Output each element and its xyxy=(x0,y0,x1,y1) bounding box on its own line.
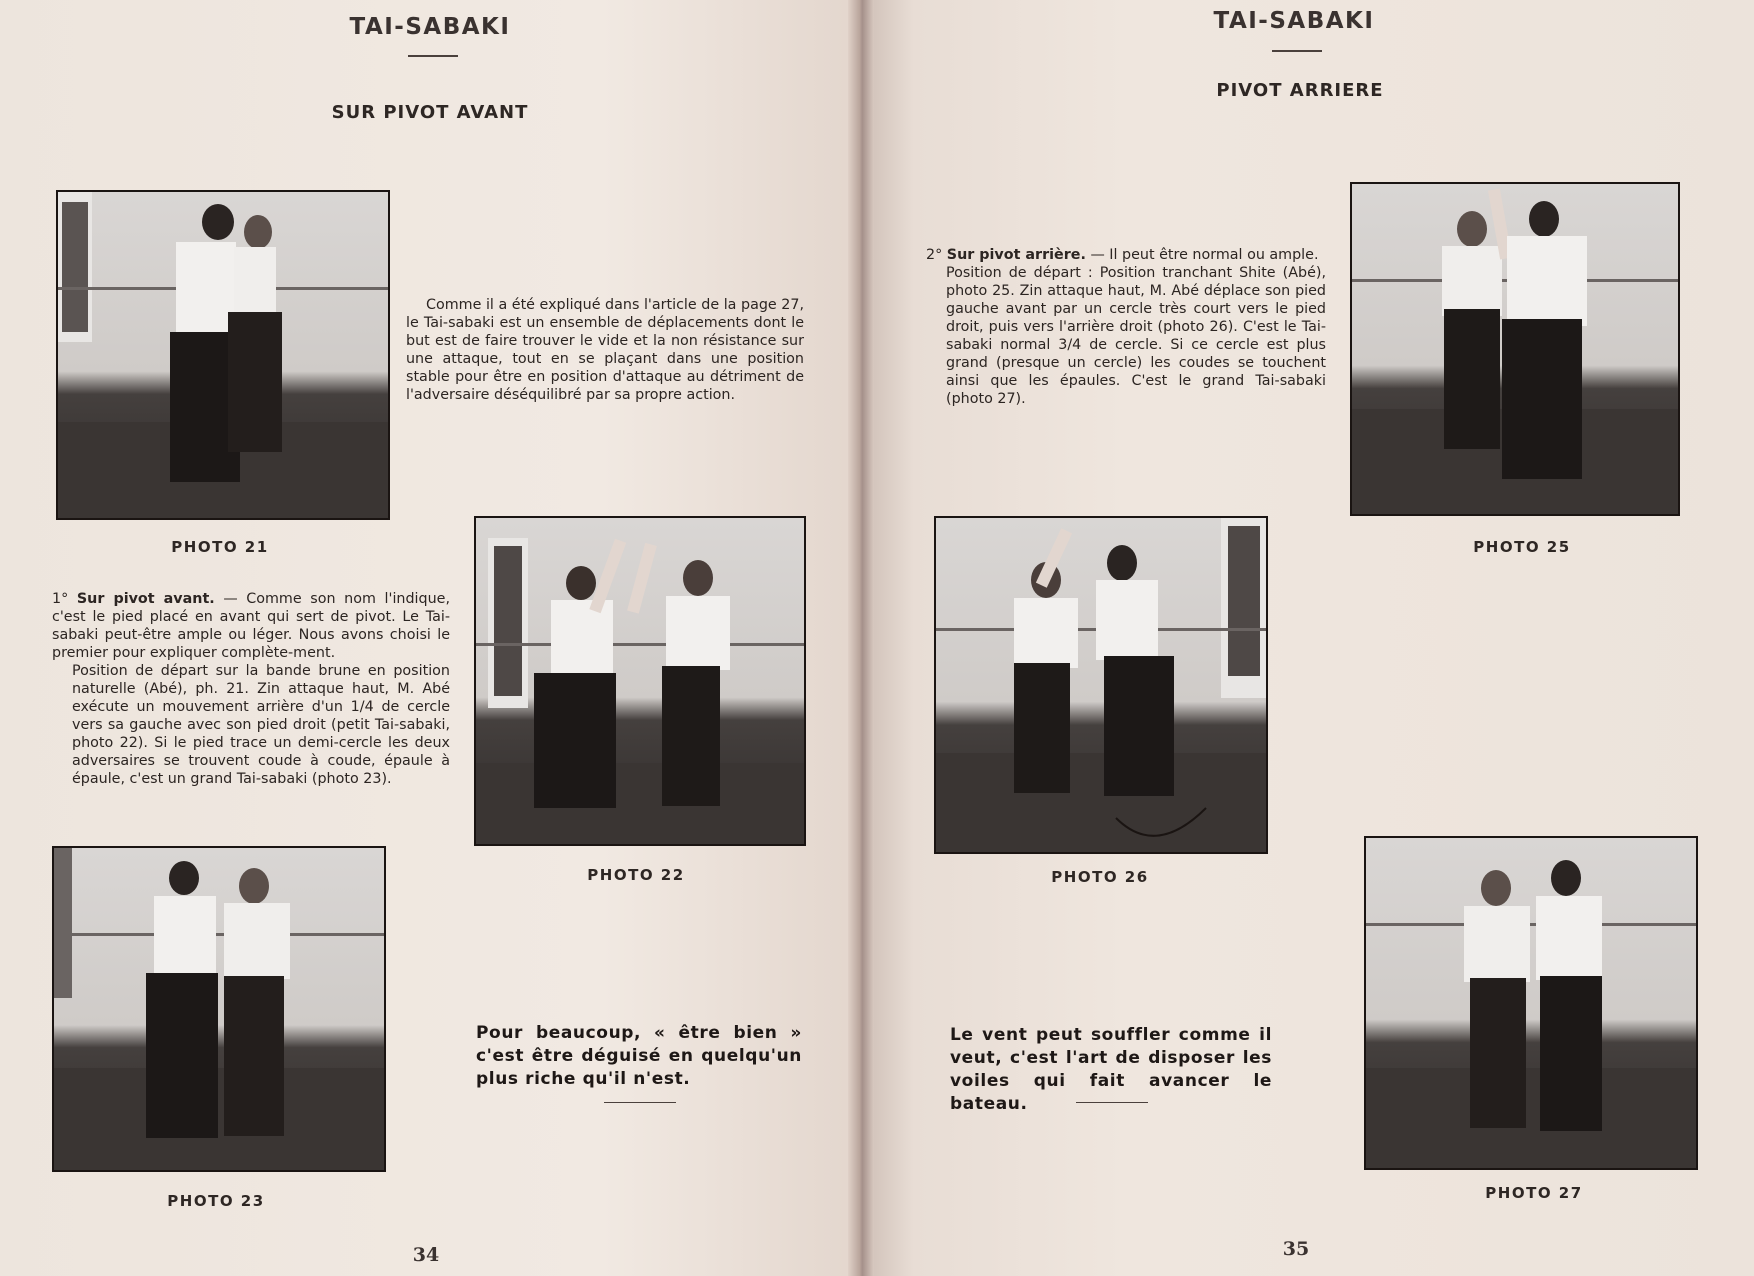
right-section-number: 2° xyxy=(926,247,943,263)
photo-22 xyxy=(474,516,806,846)
left-page-number: 34 xyxy=(412,1244,440,1266)
left-header-rule xyxy=(408,55,458,57)
photo-26 xyxy=(934,516,1268,854)
left-section-paragraph xyxy=(52,590,450,788)
right-page-number: 35 xyxy=(1282,1238,1310,1260)
left-section-title: Sur pivot avant. xyxy=(76,591,215,607)
left-section-number: 1° xyxy=(52,591,69,607)
photo-25-caption: PHOTO 25 xyxy=(1473,538,1571,556)
right-page-subtitle: PIVOT ARRIERE xyxy=(1216,80,1384,101)
left-page-subtitle: SUR PIVOT AVANT xyxy=(331,102,529,123)
right-quote-rule xyxy=(1076,1102,1148,1103)
left-page-header: TAI-SABAKI xyxy=(349,14,511,40)
left-quote: Pour beaucoup, « être bien » c'est être déguisé en quelqu'un plus riche qu'il n'est. xyxy=(476,1023,802,1089)
photo-26-caption: PHOTO 26 xyxy=(1051,868,1149,886)
photo-22-caption: PHOTO 22 xyxy=(587,866,685,884)
left-quote-rule xyxy=(604,1102,676,1103)
left-section-text2: Position de départ sur la bande brune en position naturelle (Abé), ph. 21. Zin attaque haut, M. Abé exécute un mouvement arrière d'un 1/4 de cercle vers sa gauche avec son pied droit (petit Tai-sabaki, photo 22). Si le pied trace un demi-cercle les deux adversaires se trouvent coude à coude, épaule à épaule, c'est un grand Tai-sabaki (photo 23). xyxy=(72,663,450,787)
photo-25 xyxy=(1350,182,1680,516)
right-quote: Le vent peut souffler comme il veut, c'est l'art de disposer les voiles qui fait avancer le bateau. xyxy=(950,1025,1272,1114)
right-header-rule xyxy=(1272,50,1322,52)
book-gutter xyxy=(848,0,874,1276)
photo-27-caption: PHOTO 27 xyxy=(1485,1184,1583,1202)
photo-21 xyxy=(56,190,390,520)
left-intro-paragraph: Comme il a été expliqué dans l'article de la page 27, le Tai-sabaki est un ensemble de déplacements dont le but est de faire trouver le vide et la non résistance sur une attaque, tout en se plaçant dans une position stable pour être en position d'attaque au détriment de l'adversaire déséquilibré par sa propre action. xyxy=(406,297,804,403)
right-section-text: — Il peut être normal ou ample. xyxy=(1085,247,1319,263)
right-section-text2: Position de départ : Position tranchant Shite (Abé), photo 25. Zin attaque haut, M. Abé déplace son pied gauche avant par un cercle très court vers le pied droit, puis vers l'arrière droit (photo 26). C'est le Tai-sabaki normal 3/4 de cercle. Si ce cercle est plus grand (presque un cercle) les coudes se touchent ainsi que les épaules. C'est le grand Tai-sabaki (photo 27). xyxy=(946,265,1326,407)
photo-23-caption: PHOTO 23 xyxy=(167,1192,265,1210)
right-section-title: Sur pivot arrière. xyxy=(946,247,1086,263)
photo-23 xyxy=(52,846,386,1172)
photo-21-caption: PHOTO 21 xyxy=(171,538,269,556)
left-section-text: — Comme son nom l'indique, c'est le pied placé en avant qui sert de pivot. Le Tai-sabaki peut-être ample ou léger. Nous avons choisi le premier pour expliquer complète-ment. xyxy=(52,591,450,661)
right-section-paragraph xyxy=(926,246,1326,408)
photo-27 xyxy=(1364,836,1698,1170)
right-page-header: TAI-SABAKI xyxy=(1213,8,1375,34)
